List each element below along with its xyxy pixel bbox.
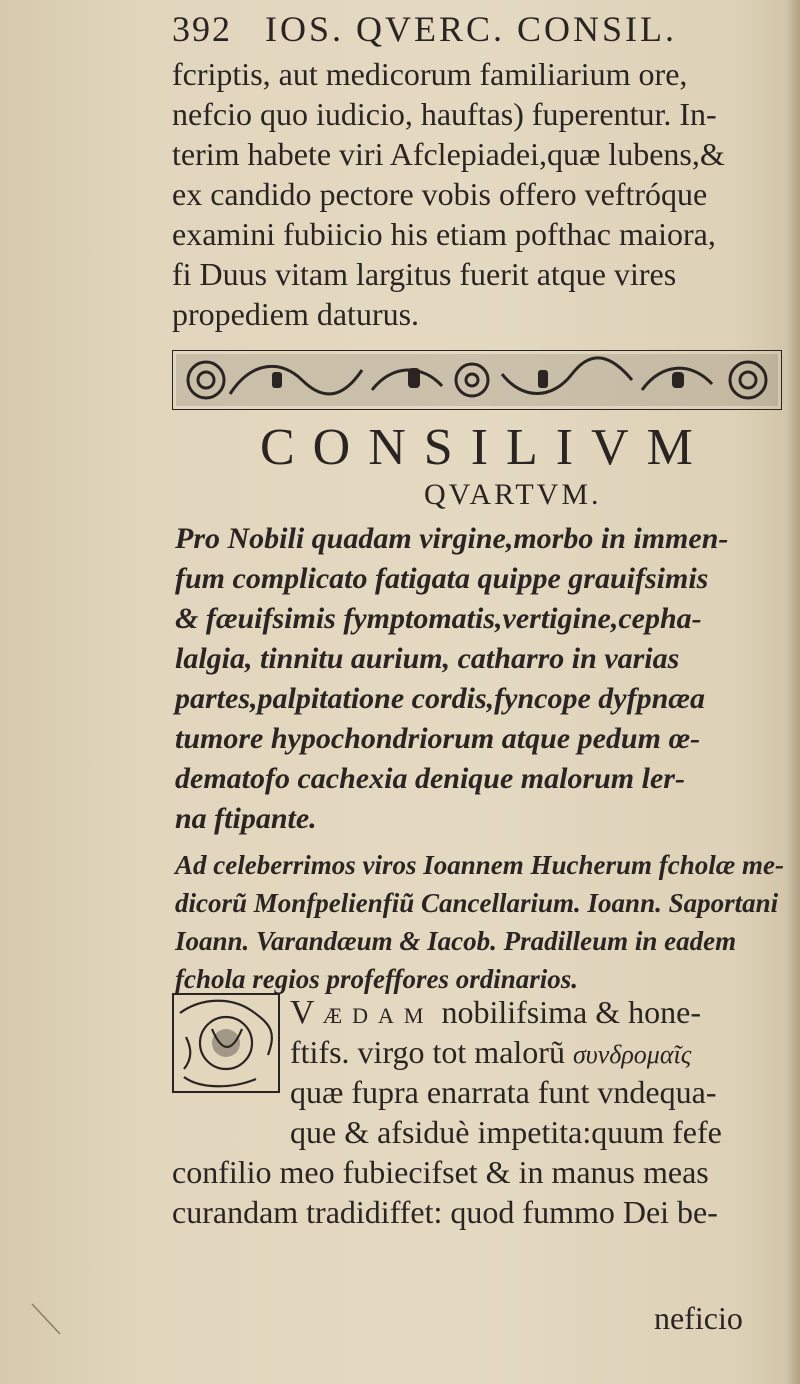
chapter-title: CONSILIVM — [260, 419, 711, 476]
body-line-2: curandam tradidiffet: quod fummo Dei be- — [172, 1194, 718, 1230]
opening-line — [290, 994, 701, 1032]
summary-line-2: fum complicato fatigata quippe grauifsimis — [175, 562, 709, 595]
chapter-subtitle: QVARTVM. — [424, 478, 602, 511]
decorated-initial — [172, 993, 280, 1093]
greek-word: συνδρομαῖς — [572, 1040, 692, 1069]
address-line-2: dicorũ Monfpelienfiũ Cancellarium. Ioann. Saportani — [175, 888, 779, 918]
running-head — [172, 8, 772, 54]
address-line-3: Ioann. Varandæum & Iacob. Pradilleum in eadem — [175, 926, 737, 956]
indented-line-3: que & afsiduè impetita:quum fefe — [290, 1114, 722, 1150]
indented-line-1 — [290, 1034, 691, 1071]
intro-line-3: terim habete viri Afclepiadei,quæ lubens,& — [172, 136, 725, 172]
indented-line-1-text: ftifs. virgo tot malorũ — [290, 1034, 565, 1070]
page-edge-shadow — [786, 0, 800, 1384]
opening-smallcaps: ÆDAM — [322, 1003, 434, 1028]
summary-line-8: na ftipante. — [175, 802, 317, 835]
summary-line-6: tumore hypochondriorum atque pedum œ- — [175, 722, 701, 755]
catchword: neficio — [654, 1300, 743, 1336]
intro-line-5: examini fubiicio his etiam pofthac maiora, — [172, 216, 716, 252]
body-line-1: confilio meo fubiecifset & in manus meas — [172, 1154, 709, 1190]
intro-line-2: nefcio quo iudicio, hauftas) fuperentur. In- — [172, 96, 717, 132]
page-number: 392 — [172, 9, 232, 49]
summary-line-4: lalgia, tinnitu aurium, catharro in varias — [175, 642, 680, 675]
intro-line-4: ex candido pectore vobis offero veftróque — [172, 176, 708, 212]
margin-pencil-mark — [30, 1300, 70, 1340]
headpiece-ornament — [172, 350, 782, 410]
running-title: IOS. QVERC. CONSIL. — [265, 9, 678, 49]
summary-line-1: Pro Nobili quadam virgine,morbo in immen- — [175, 522, 729, 555]
address-line-1: Ad celeberrimos viros Ioannem Hucherum fcholæ me- — [175, 850, 784, 880]
intro-line-7: propediem daturus. — [172, 296, 420, 332]
intro-line-1: fcriptis, aut medicorum familiarium ore, — [172, 56, 688, 92]
indented-line-2: quæ fupra enarrata funt vndequa- — [290, 1074, 717, 1110]
address-line-4: fchola regios profeffores ordinarios. — [175, 964, 579, 994]
opening-rest: nobilifsima & hone- — [433, 994, 701, 1030]
intro-line-6: fi Duus vitam largitus fuerit atque vires — [172, 256, 677, 292]
initial-letter: V — [290, 994, 315, 1031]
summary-line-7: dematofo cachexia denique malorum ler- — [175, 762, 685, 795]
summary-line-3: & fæuifsimis fymptomatis,vertigine,cepha- — [175, 602, 702, 635]
summary-line-5: partes,palpitatione cordis,fyncope dyfpnæa — [175, 682, 705, 715]
